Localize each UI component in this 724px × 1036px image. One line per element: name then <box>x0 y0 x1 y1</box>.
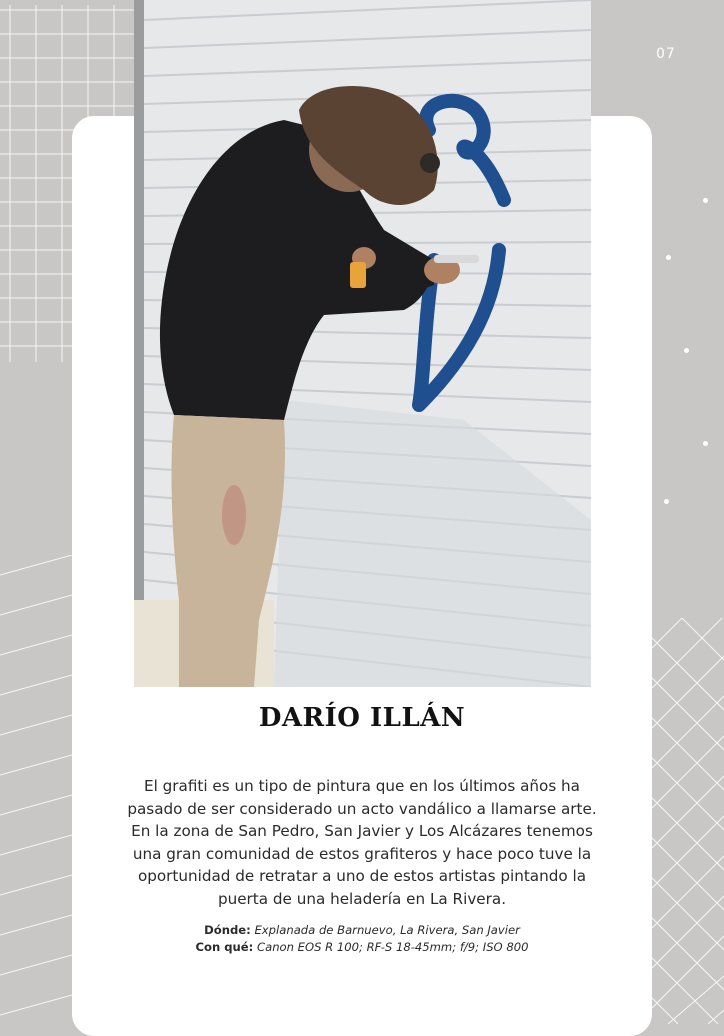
location-line <box>72 922 652 939</box>
photo-metadata <box>72 922 652 956</box>
decorative-dot <box>703 198 708 203</box>
equipment-line <box>72 939 652 956</box>
graffiti-artist-photo <box>134 0 591 687</box>
equipment-value: Canon EOS R 100; RF-S 18-45mm; f/9; ISO 800 <box>257 940 529 954</box>
page-number: 07 <box>656 46 676 62</box>
location-value: Explanada de Barnuevo, La Rivera, San Javier <box>254 923 520 937</box>
decorative-dot <box>664 499 669 504</box>
decorative-dot <box>684 348 689 353</box>
decorative-dot <box>703 441 708 446</box>
decorative-dot <box>666 255 671 260</box>
article-description: El grafiti es un tipo de pintura que en los últimos años ha pasado de ser considerado un acto vandálico a llamarse arte. En la zona de San Pedro, San Javier y Los Alcázares tenemos una gran comunidad de estos grafiteros y hace poco tuve la oportunidad de retratar a uno de estos artistas pintando la puerta de una heladería en La Rivera. <box>127 777 597 908</box>
decorative-lines <box>0 555 72 1024</box>
location-label: Dónde: <box>204 923 251 937</box>
equipment-label: Con qué: <box>195 940 254 954</box>
article-title: DARÍO ILLÁN <box>258 703 466 733</box>
decorative-diagonal-grid <box>652 618 724 1024</box>
